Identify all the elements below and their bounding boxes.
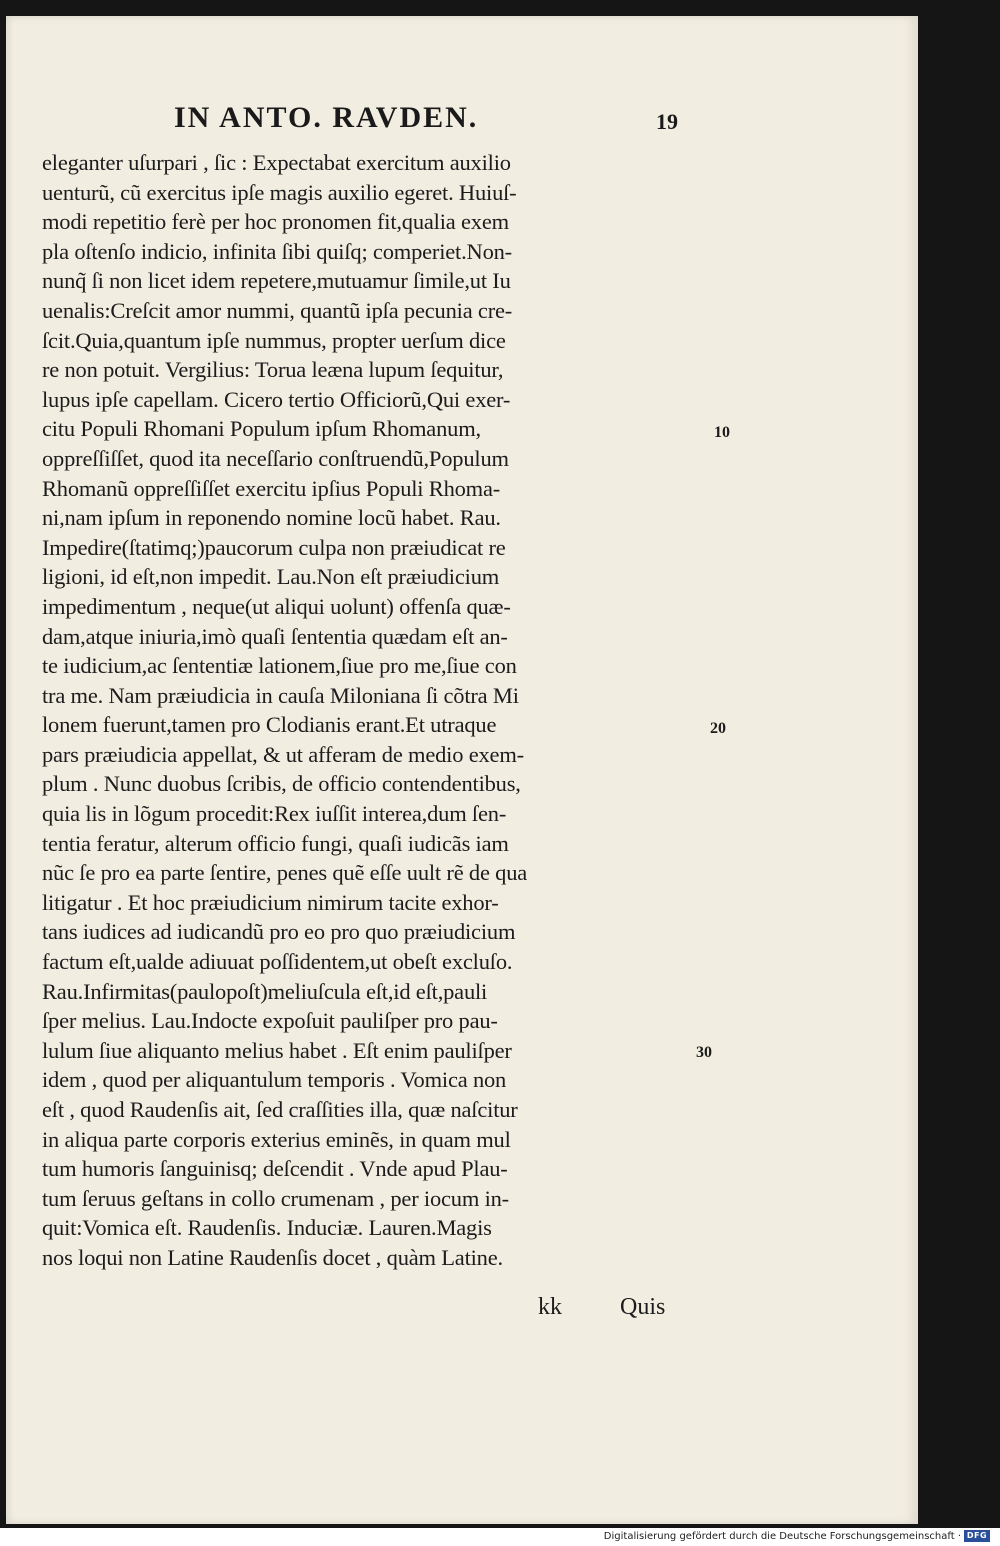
text-line: uenalis:Creſcit amor nummi, quantũ ipſa pecunia cre- <box>42 297 513 323</box>
line-number-30: 30 <box>696 1044 712 1061</box>
text-line: eſt , quod Raudenſis ait, ſed craſſities illa, quæ naſcitur <box>42 1097 518 1122</box>
text-line: in aliqua parte corporis exterius eminẽs, in quam mul <box>42 1126 511 1152</box>
text-line: re non potuit. Vergilius: Torua leæna lupum ſequitur, <box>42 357 504 383</box>
text-line: lulum ſiue aliquanto melius habet . Eſt enim pauliſper <box>42 1037 512 1063</box>
text-line: modi repetitio ferè per hoc pronomen fit,qualia exem <box>42 209 509 235</box>
text-line: citu Populi Rhomani Populum ipſum Rhomanum, <box>42 416 481 442</box>
text-line: tra me. Nam præiudicia in cauſa Miloniana ſi cõtra Mi <box>42 682 519 708</box>
dfg-logo-icon: DFG <box>964 1530 990 1542</box>
text-line: nunq̃ ſi non licet idem repetere,mutuamur ſimile,ut Iu <box>42 268 511 294</box>
text-line: ni,nam ipſum in reponendo nomine locũ habet. Rau. <box>42 505 501 531</box>
text-line: eleganter uſurpari , ſic : Expectabat exercitum auxilio <box>42 150 511 175</box>
text-line: tentia feratur, alterum officio fungi, quaſi iudicãs iam <box>42 830 509 856</box>
text-line: plum . Nunc duobus ſcribis, de officio contendentibus, <box>42 771 521 797</box>
text-line: pla oſtenſo indicio, infinita ſibi quiſq; comperiet.Non- <box>42 238 512 264</box>
running-head: IN ANTO. RAVDEN. <box>174 101 479 134</box>
body-text <box>42 148 732 1273</box>
text-line: ſcit.Quia,quantum ipſe nummus, propter uerſum dice <box>42 327 506 353</box>
line-number-20: 20 <box>710 720 726 737</box>
catchline <box>6 1294 918 1328</box>
text-line: Rau.Infirmitas(paulopoſt)meliuſcula eſt,id eſt,pauli <box>42 978 488 1004</box>
text-line: Rhomanũ oppreſſiſſet exercitu ipſius Populi Rhoma- <box>42 475 501 501</box>
page-header <box>6 101 918 141</box>
digitization-credit <box>604 1530 990 1544</box>
text-line: impedimentum , neque(ut aliqui uolunt) offenſa quæ- <box>42 593 511 619</box>
text-line: quit:Vomica eſt. Raudenſis. Induciæ. Lauren.Magis <box>42 1215 492 1241</box>
text-line: te iudicium,ac ſententiæ lationem,ſiue pro me,ſiue con <box>42 653 517 679</box>
text-line: nũc ſe pro ea parte ſentire, penes quẽ eſſe uult rẽ de qua <box>42 860 528 886</box>
line-number-10: 10 <box>714 424 730 441</box>
signature-mark: kk <box>538 1294 562 1320</box>
text-line: oppreſſiſſet, quod ita neceſſario conſtruendũ,Populum <box>42 445 509 471</box>
text-line: tum humoris ſanguinisq; deſcendit . Vnde apud Plau- <box>42 1156 508 1182</box>
credit-text: Digitalisierung gefördert durch die Deutsche Forschungsgemeinschaft · <box>603 1531 961 1542</box>
text-line: nos loqui non Latine Raudenſis docet , quàm Latine. <box>42 1244 503 1270</box>
text-line: quia lis in lõgum procedit:Rex iuſſit interea,dum ſen- <box>42 801 507 827</box>
text-line: lonem fuerunt,tamen pro Clodianis erant.Et utraque <box>42 712 497 738</box>
catchword: Quis <box>620 1294 666 1320</box>
text-line: pars præiudicia appellat, & ut afferam de medio exem- <box>42 741 524 767</box>
text-line: lupus ipſe capellam. Cicero tertio Officiorũ,Qui exer- <box>42 386 511 412</box>
text-line: factum eſt,ualde adiuuat poſſidentem,ut obeſt excluſo. <box>42 949 513 975</box>
text-line: dam,atque iniuria,imò quaſi ſententia quædam eſt an- <box>42 623 508 649</box>
text-line: idem , quod per aliquantulum temporis . Vomica non <box>42 1067 507 1093</box>
book-page <box>6 16 918 1524</box>
text-line: Impedire(ſtatimq;)paucorum culpa non præiudicat re <box>42 534 506 560</box>
text-line: litigatur . Et hoc præiudicium nimirum tacite exhor- <box>42 889 499 915</box>
text-line: ſper melius. Lau.Indocte expoſuit pauliſper pro pau- <box>42 1008 498 1034</box>
text-line: uenturũ, cũ exercitus ipſe magis auxilio egeret. Huiuſ- <box>42 179 517 205</box>
page-number: 19 <box>656 109 678 134</box>
text-line: ligioni, id eſt,non impedit. Lau.Non eſt præiudicium <box>42 564 500 590</box>
text-line: tans iudices ad iudicandũ pro eo pro quo præiudicium <box>42 919 516 945</box>
text-line: tum ſeruus geſtans in collo crumenam , per iocum in- <box>42 1185 509 1211</box>
